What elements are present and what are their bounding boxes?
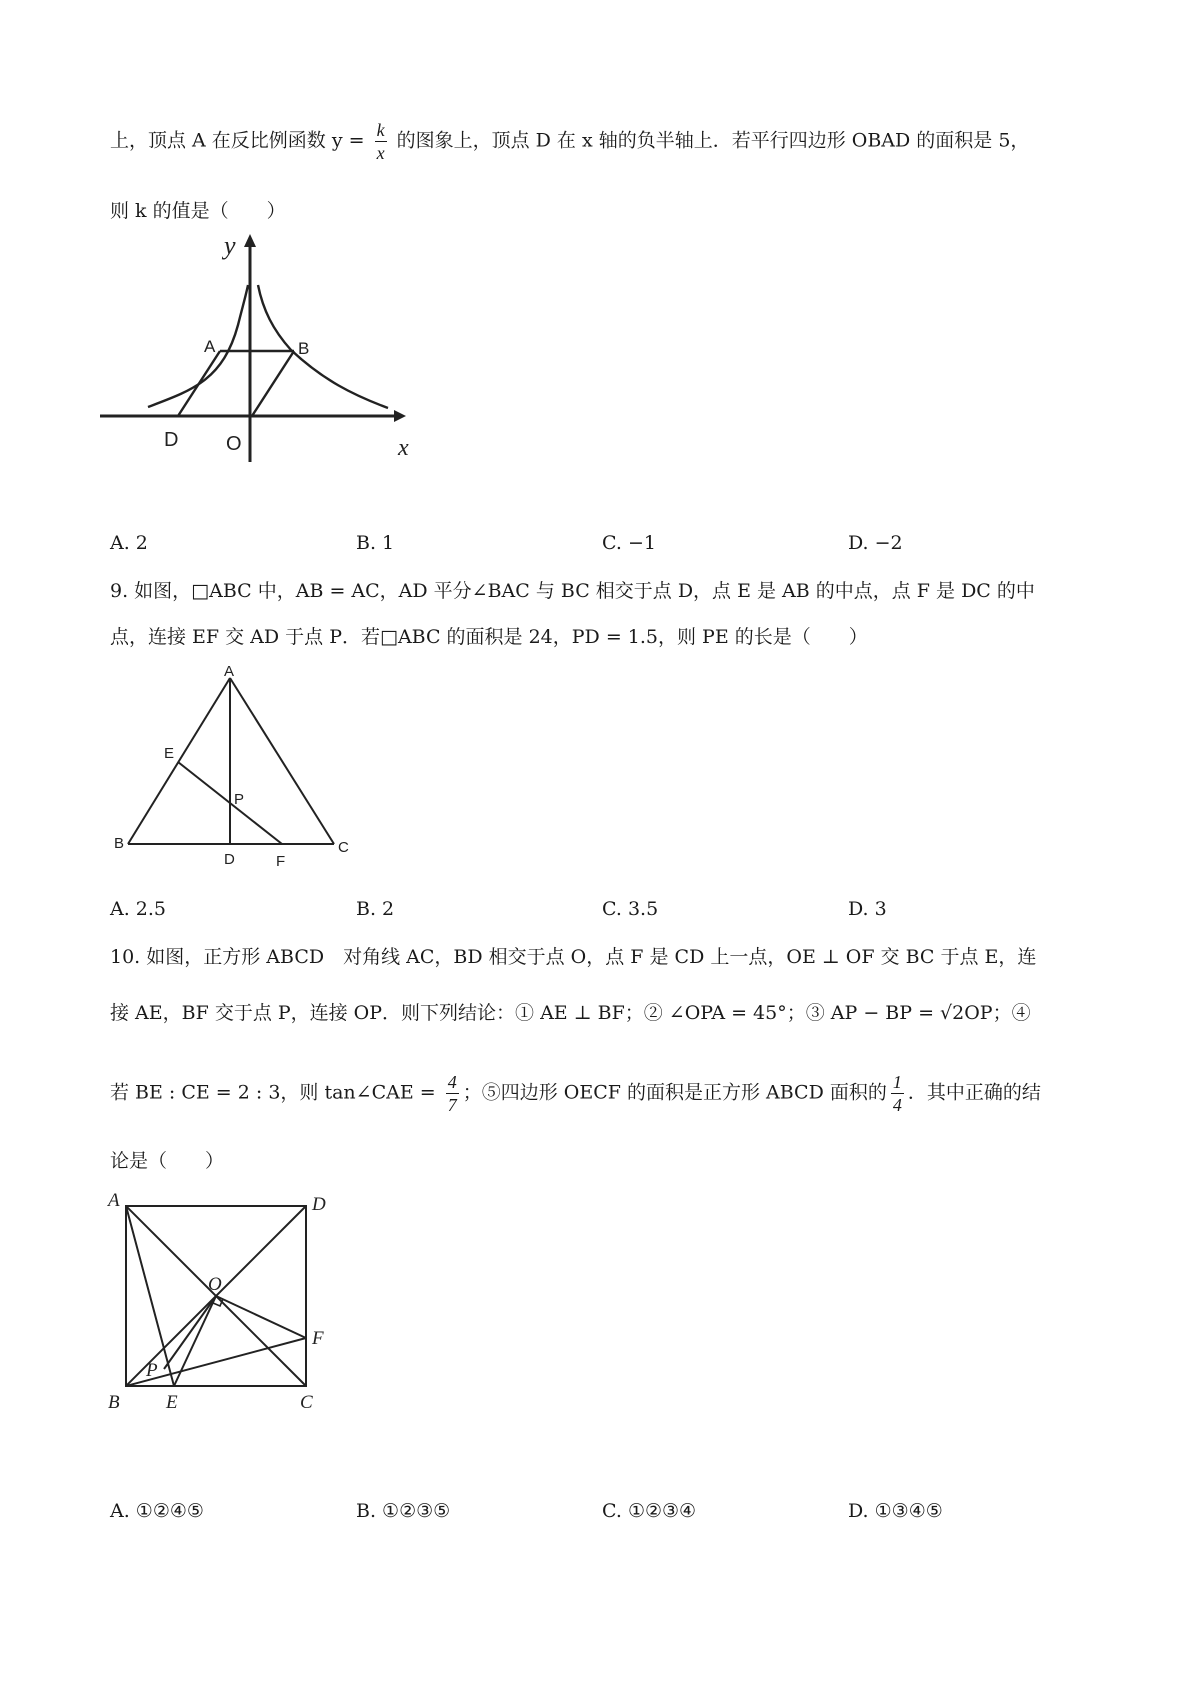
point-B-label: B (114, 835, 125, 852)
q8-option-a[interactable]: A. 2 (110, 532, 148, 554)
point-A-label: A (108, 1190, 120, 1211)
q8-line1-post: 的图象上，顶点 D 在 x 轴的负半轴上．若平行四边形 OBAD 的面积是 5， (390, 129, 1030, 152)
segment-OF (216, 1296, 306, 1338)
q10-line3-pre: 若 BE : CE = 2 : 3，则 tan∠CAE = (110, 1081, 442, 1104)
hyperbola-right-branch (258, 285, 388, 408)
q9-option-c[interactable]: C. 3.5 (602, 898, 659, 920)
fraction-1-over-4: $\frac{1}{4}$ (892, 1072, 902, 1115)
point-A-label: A (204, 337, 216, 356)
point-O-label: O (226, 433, 242, 455)
segment-BO (252, 351, 294, 416)
hyperbola-left-branch (148, 285, 248, 407)
point-B-label: B (108, 1392, 120, 1413)
point-D-label: D (164, 429, 179, 451)
fraction-4-over-7: $\frac{4}{7}$ (447, 1072, 457, 1115)
q8-line1-pre: 上，顶点 A 在反比例函数 y = (110, 129, 371, 152)
q10-option-a[interactable]: A. ①②④⑤ (110, 1500, 204, 1522)
q9-text-line-1: 9. 如图，□ABC 中，AB = AC，AD 平分∠BAC 与 BC 相交于点 D，点 E 是 AB 的中点，点 F 是 DC 的中 (110, 580, 1035, 602)
q10-text-line-3 (110, 1072, 1041, 1115)
segment-AD (178, 351, 220, 416)
segment-AE (126, 1206, 174, 1386)
q10-text-line-2: 接 AE，BF 交于点 P，连接 OP．则下列结论：① AE ⊥ BF；② ∠OPA = 45°；③ AP − BP = √2OP；④ (110, 1002, 1031, 1024)
q8-option-c[interactable]: C. −1 (602, 532, 656, 554)
q10-option-c[interactable]: C. ①②③④ (602, 1500, 697, 1522)
q9-option-a[interactable]: A. 2.5 (110, 898, 167, 920)
point-E-label: E (166, 1392, 178, 1413)
point-O-label: O (208, 1274, 222, 1295)
q8-text-line-1 (110, 120, 1029, 163)
point-P-label: P (146, 1360, 158, 1381)
segment-AC (230, 678, 334, 844)
q8-option-d[interactable]: D. −2 (848, 532, 903, 554)
q8-option-b[interactable]: B. 1 (356, 532, 395, 554)
point-C-label: C (300, 1392, 313, 1413)
q10-text-line-4: 论是（ ） (110, 1150, 225, 1172)
point-B-label: B (298, 339, 310, 358)
x-axis-arrow (394, 410, 406, 422)
axis-y-label: y (224, 231, 236, 260)
point-A-label: A (224, 663, 235, 680)
q10-option-b[interactable]: B. ①②③⑤ (356, 1500, 451, 1522)
fraction-k-over-x: $\frac{k}{x}$ (376, 120, 385, 163)
segment-AB (128, 678, 230, 844)
q10-text-line-1: 10. 如图，正方形 ABCD 对角线 AC，BD 相交于点 O，点 F 是 CD 上一点，OE ⊥ OF 交 BC 于点 E，连 (110, 946, 1037, 968)
q8-figure-inverse-function-graph (98, 230, 418, 470)
q10-option-d[interactable]: D. ①③④⑤ (848, 1500, 943, 1522)
point-E-label: E (164, 745, 175, 762)
q8-text-line-2: 则 k 的值是（ ） (110, 200, 286, 222)
point-F-label: F (312, 1328, 324, 1349)
y-axis-arrow (244, 234, 256, 247)
point-D-label: D (224, 851, 235, 868)
q9-option-b[interactable]: B. 2 (356, 898, 395, 920)
q10-figure-square (104, 1190, 354, 1430)
segment-OP (164, 1296, 216, 1369)
point-P-label: P (234, 791, 245, 808)
axis-x-label: x (398, 435, 409, 461)
point-C-label: C (338, 839, 349, 856)
q9-text-line-2: 点，连接 EF 交 AD 于点 P．若□ABC 的面积是 24，PD = 1.5，则 PE 的长是（ ） (110, 626, 868, 648)
q10-line3-post: ．其中正确的结 (907, 1081, 1041, 1104)
point-D-label: D (312, 1194, 326, 1215)
q10-line3-mid: ；⑤四边形 OECF 的面积是正方形 ABCD 面积的 (462, 1081, 887, 1104)
q9-option-d[interactable]: D. 3 (848, 898, 887, 920)
point-F-label: F (276, 853, 286, 870)
q9-figure-isosceles-triangle (112, 663, 352, 870)
